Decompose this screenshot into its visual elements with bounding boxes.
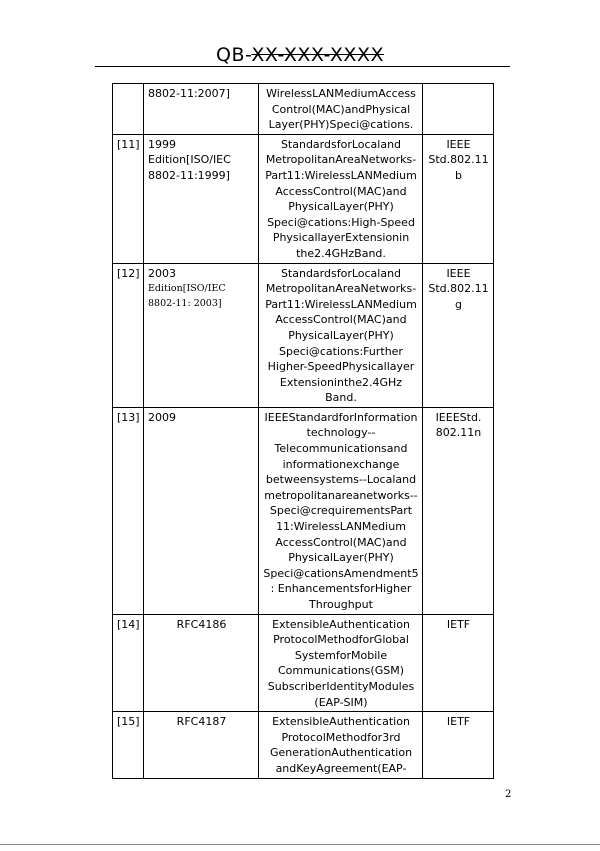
ref-title: IEEEStandardforInformation technology-- Telecommunicationsand informationexchange betweensystems--Localand metropolitanareanetworks--Speci@crequirementsPart 11:WirelessLANMedium AccessControl(MAC)and PhysicalLayer(PHY) Speci@cationsAmendment5: EnhancementsforHigher Throughput (259, 407, 423, 614)
ref-identifier: 8802-11:2007] (144, 84, 259, 135)
ref-title: ExtensibleAuthentication ProtocolMethodfor3rd GenerationAuthentication andKeyAgreement(EAP- (259, 712, 423, 778)
ref-identifier: 2009 (144, 407, 259, 614)
header-prefix: QB- (216, 44, 252, 66)
table-row (113, 84, 494, 135)
ref-identifier-year: 2003 (148, 266, 176, 280)
ref-title: WirelessLANMediumAccess Control(MAC)andPhysical Layer(PHY)Speci@cations. (259, 84, 423, 135)
document-header-code (0, 44, 600, 66)
ref-number: [14] (113, 614, 144, 712)
ref-identifier-edition: Edition[ISO/IEC 8802-11: 2003] (148, 283, 226, 310)
ref-title: StandardsforLocaland MetropolitanAreaNetworks-Part11:WirelessLANMedium AccessControl(MAC)and PhysicalLayer(PHY) Speci@cations:High-Speed PhysicallayerExtensionin the2.4GHzBand. (259, 134, 423, 263)
ref-identifier: RFC4186 (144, 614, 259, 712)
ref-identifier-cell (144, 263, 259, 407)
ref-identifier: RFC4187 (144, 712, 259, 778)
ref-title: ExtensibleAuthentication ProtocolMethodforGlobal SystemforMobile Communications(GSM) SubscriberIdentityModules (EAP-SIM) (259, 614, 423, 712)
ref-number: [15] (113, 712, 144, 778)
reference-table (112, 83, 494, 779)
page-number: 2 (505, 789, 512, 800)
ref-number: [12] (113, 263, 144, 407)
table-row (113, 614, 494, 712)
footer-rule (0, 844, 600, 845)
table-row (113, 407, 494, 614)
table-row (113, 134, 494, 263)
header-rule (95, 66, 510, 67)
table-row (113, 263, 494, 407)
ref-number: [11] (113, 134, 144, 263)
ref-organization: IEEE Std.802.11g (423, 263, 494, 407)
ref-organization: IEEEStd. 802.11n (423, 407, 494, 614)
ref-organization (423, 84, 494, 135)
ref-identifier: 1999 Edition[ISO/IEC 8802-11:1999] (144, 134, 259, 263)
ref-organization: IETF (423, 614, 494, 712)
ref-title: StandardsforLocaland MetropolitanAreaNetworks-Part11:WirelessLANMedium AccessControl(MAC)and PhysicalLayer(PHY) Speci@cations:Further Higher-SpeedPhysicallayer Extensioninthe2.4GHz Band. (259, 263, 423, 407)
header-code-placeholder: XX-XXX-XXXX (251, 44, 384, 66)
table-row (113, 712, 494, 778)
ref-number (113, 84, 144, 135)
ref-organization: IETF (423, 712, 494, 778)
ref-number: [13] (113, 407, 144, 614)
ref-organization: IEEE Std.802.11b (423, 134, 494, 263)
